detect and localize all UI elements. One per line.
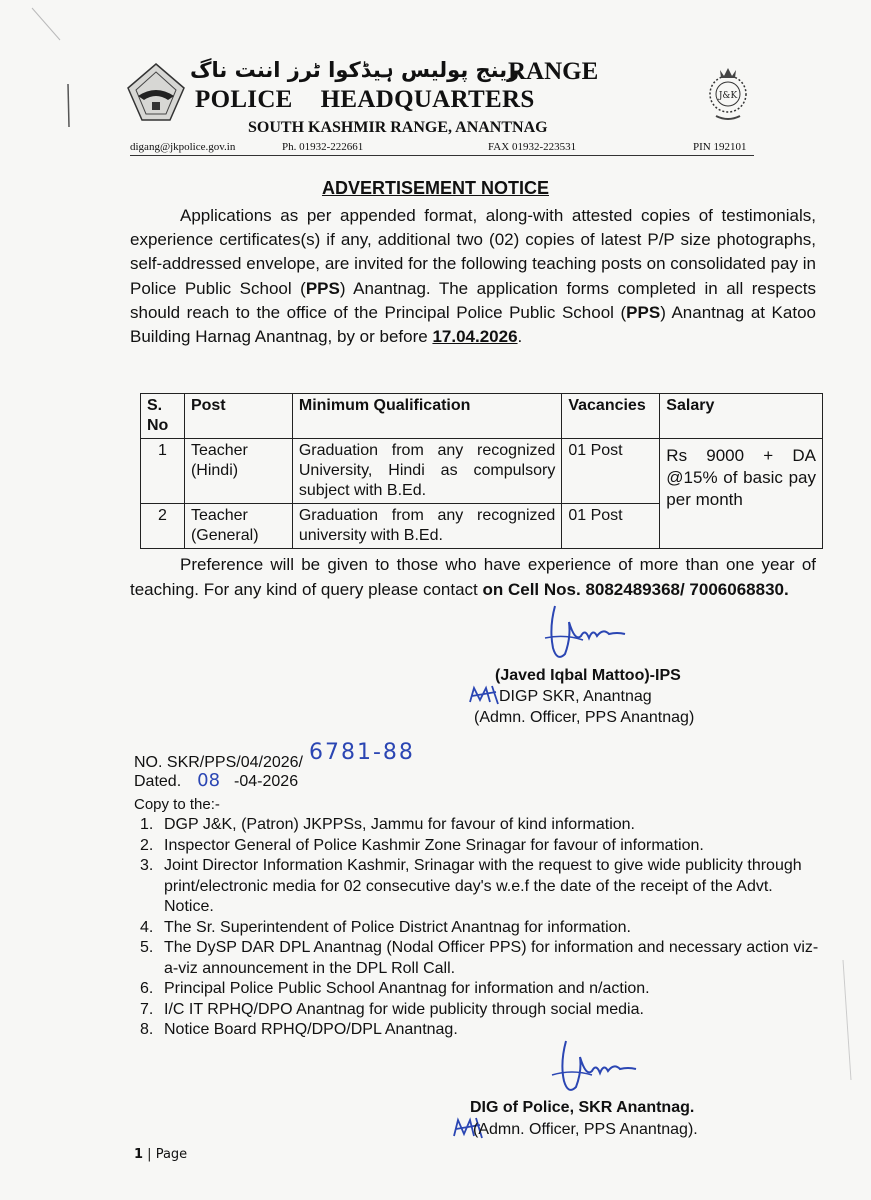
list-item: 5. The DySP DAR DPL Anantnag (Nodal Officer PPS) for information and necessary action viz-a-viz announcement in the DPL Roll Call. [140, 939, 819, 977]
handwritten-day: 08 [197, 770, 221, 791]
phone-text: Ph. 01932-222661 [282, 141, 364, 153]
signatory-designation: DIGP SKR, Anantnag [499, 688, 652, 705]
headquarters-word: HEADQUARTERS [320, 86, 535, 113]
notice-title: ADVERTISEMENT NOTICE [321, 178, 549, 198]
list-item: 8. Notice Board RPHQ/DPO/DPL Anantnag. [140, 1021, 458, 1038]
contact-row [130, 141, 754, 156]
list-item: 3. Joint Director Information Kashmir, Srinagar with the request to give wide publicity through print/electronic media for 02 consecutive day's w.e.f the date of the receipt of the Advt. Notice. [140, 857, 802, 915]
header-vacancies: Vacancies [562, 394, 660, 439]
crest-text: J&K [718, 91, 738, 101]
handwritten-dispatch-number: 6781-88 [308, 740, 415, 765]
list-item: 6. Principal Police Public School Anantnag for information and n/action. [140, 980, 650, 997]
range-heading: RANGE [508, 58, 599, 85]
posts-table [140, 393, 823, 549]
cell-vacancies: 01 Post [562, 439, 660, 504]
notice-paragraph: Applications as per appended format, along-with attested copies of testimonials, experience certificates(s) if any, additional two (02) copies of latest P/P size photographs, self-addressed envelope, are invited for the following teaching posts on consolidated pay in Police Public School (PPS) Anantnag. The application forms completed in all respects should reach to the office of the Principal Police Public School (PPS) Anantnag at Katoo Building Harnag Anantnag, by or before 17.04.2026. [130, 206, 816, 347]
handwritten-signature [535, 598, 630, 668]
header-qualification: Minimum Qualification [292, 394, 561, 439]
pin-text: PIN 192101 [693, 141, 747, 153]
preference-paragraph: Preference will be given to those who have experience of more than one year of teaching. For any kind of query please contact on Cell Nos. 8082489368/ 7006068830. [130, 555, 816, 599]
header-salary: Salary [660, 394, 823, 439]
deadline-date: 17.04.2026 [432, 327, 518, 347]
email-text: digang@jkpolice.gov.in [130, 141, 236, 153]
jk-crest-logo [702, 64, 754, 124]
table-header-row [141, 394, 823, 439]
table-row [141, 439, 823, 504]
order-number: NO. SKR/PPS/04/2026/ 6781-88 [134, 740, 415, 771]
cell-sno: 1 [141, 439, 185, 504]
second-signatory-admin-role: (Admn. Officer, PPS Anantnag). [473, 1121, 698, 1138]
cell-qualification: Graduation from any recognized university with B.Ed. [292, 504, 561, 549]
south-kashmir-subheading: SOUTH KASHMIR RANGE, ANANTNAG [248, 119, 548, 136]
handwritten-signature-2 [548, 1035, 638, 1101]
urdu-title: رینج پولیس ہیڈکوا ٹرز اننت ناگ [190, 58, 520, 82]
police-emblem-logo [124, 62, 188, 124]
copy-to-label: Copy to the:- [134, 796, 220, 813]
list-item: 2. Inspector General of Police Kashmir Zone Srinagar for favour of information. [140, 836, 704, 854]
list-item: 1. DGP J&K, (Patron) JKPPSs, Jammu for favour of kind information. [140, 816, 635, 833]
fax-text: FAX 01932-223531 [488, 141, 577, 153]
cell-qualification: Graduation from any recognized University, Hindi as compulsory subject with B.Ed. [292, 439, 561, 504]
signatory-admin-role: (Admn. Officer, PPS Anantnag) [474, 709, 695, 726]
list-item: 4. The Sr. Superintendent of Police District Anantnag for information. [140, 918, 631, 936]
copy-to-list [134, 815, 824, 1041]
initials-mark [468, 682, 502, 708]
page-number: 1 | Page [134, 1147, 188, 1162]
cell-salary: Rs 9000 + DA @15% of basic pay per month [660, 439, 823, 549]
police-headquarters-heading [195, 86, 563, 114]
contact-numbers: on Cell Nos. 8082489368/ 7006068830. [482, 579, 789, 599]
cell-sno: 2 [141, 504, 185, 549]
second-signatory-name: DIG of Police, SKR Anantnag. [470, 1099, 695, 1116]
police-word: POLICE [195, 86, 293, 113]
cell-post: Teacher (General) [184, 504, 292, 549]
list-item: 7. I/C IT RPHQ/DPO Anantnag for wide publicity through social media. [140, 1000, 644, 1018]
order-date: Dated. 08 -04-2026 [134, 770, 299, 791]
cell-post: Teacher (Hindi) [184, 439, 292, 504]
header-post: Post [184, 394, 292, 439]
signatory-name: (Javed Iqbal Mattoo)-IPS [495, 667, 681, 684]
cell-vacancies: 01 Post [562, 504, 660, 549]
header-sno: S. No [141, 394, 185, 439]
